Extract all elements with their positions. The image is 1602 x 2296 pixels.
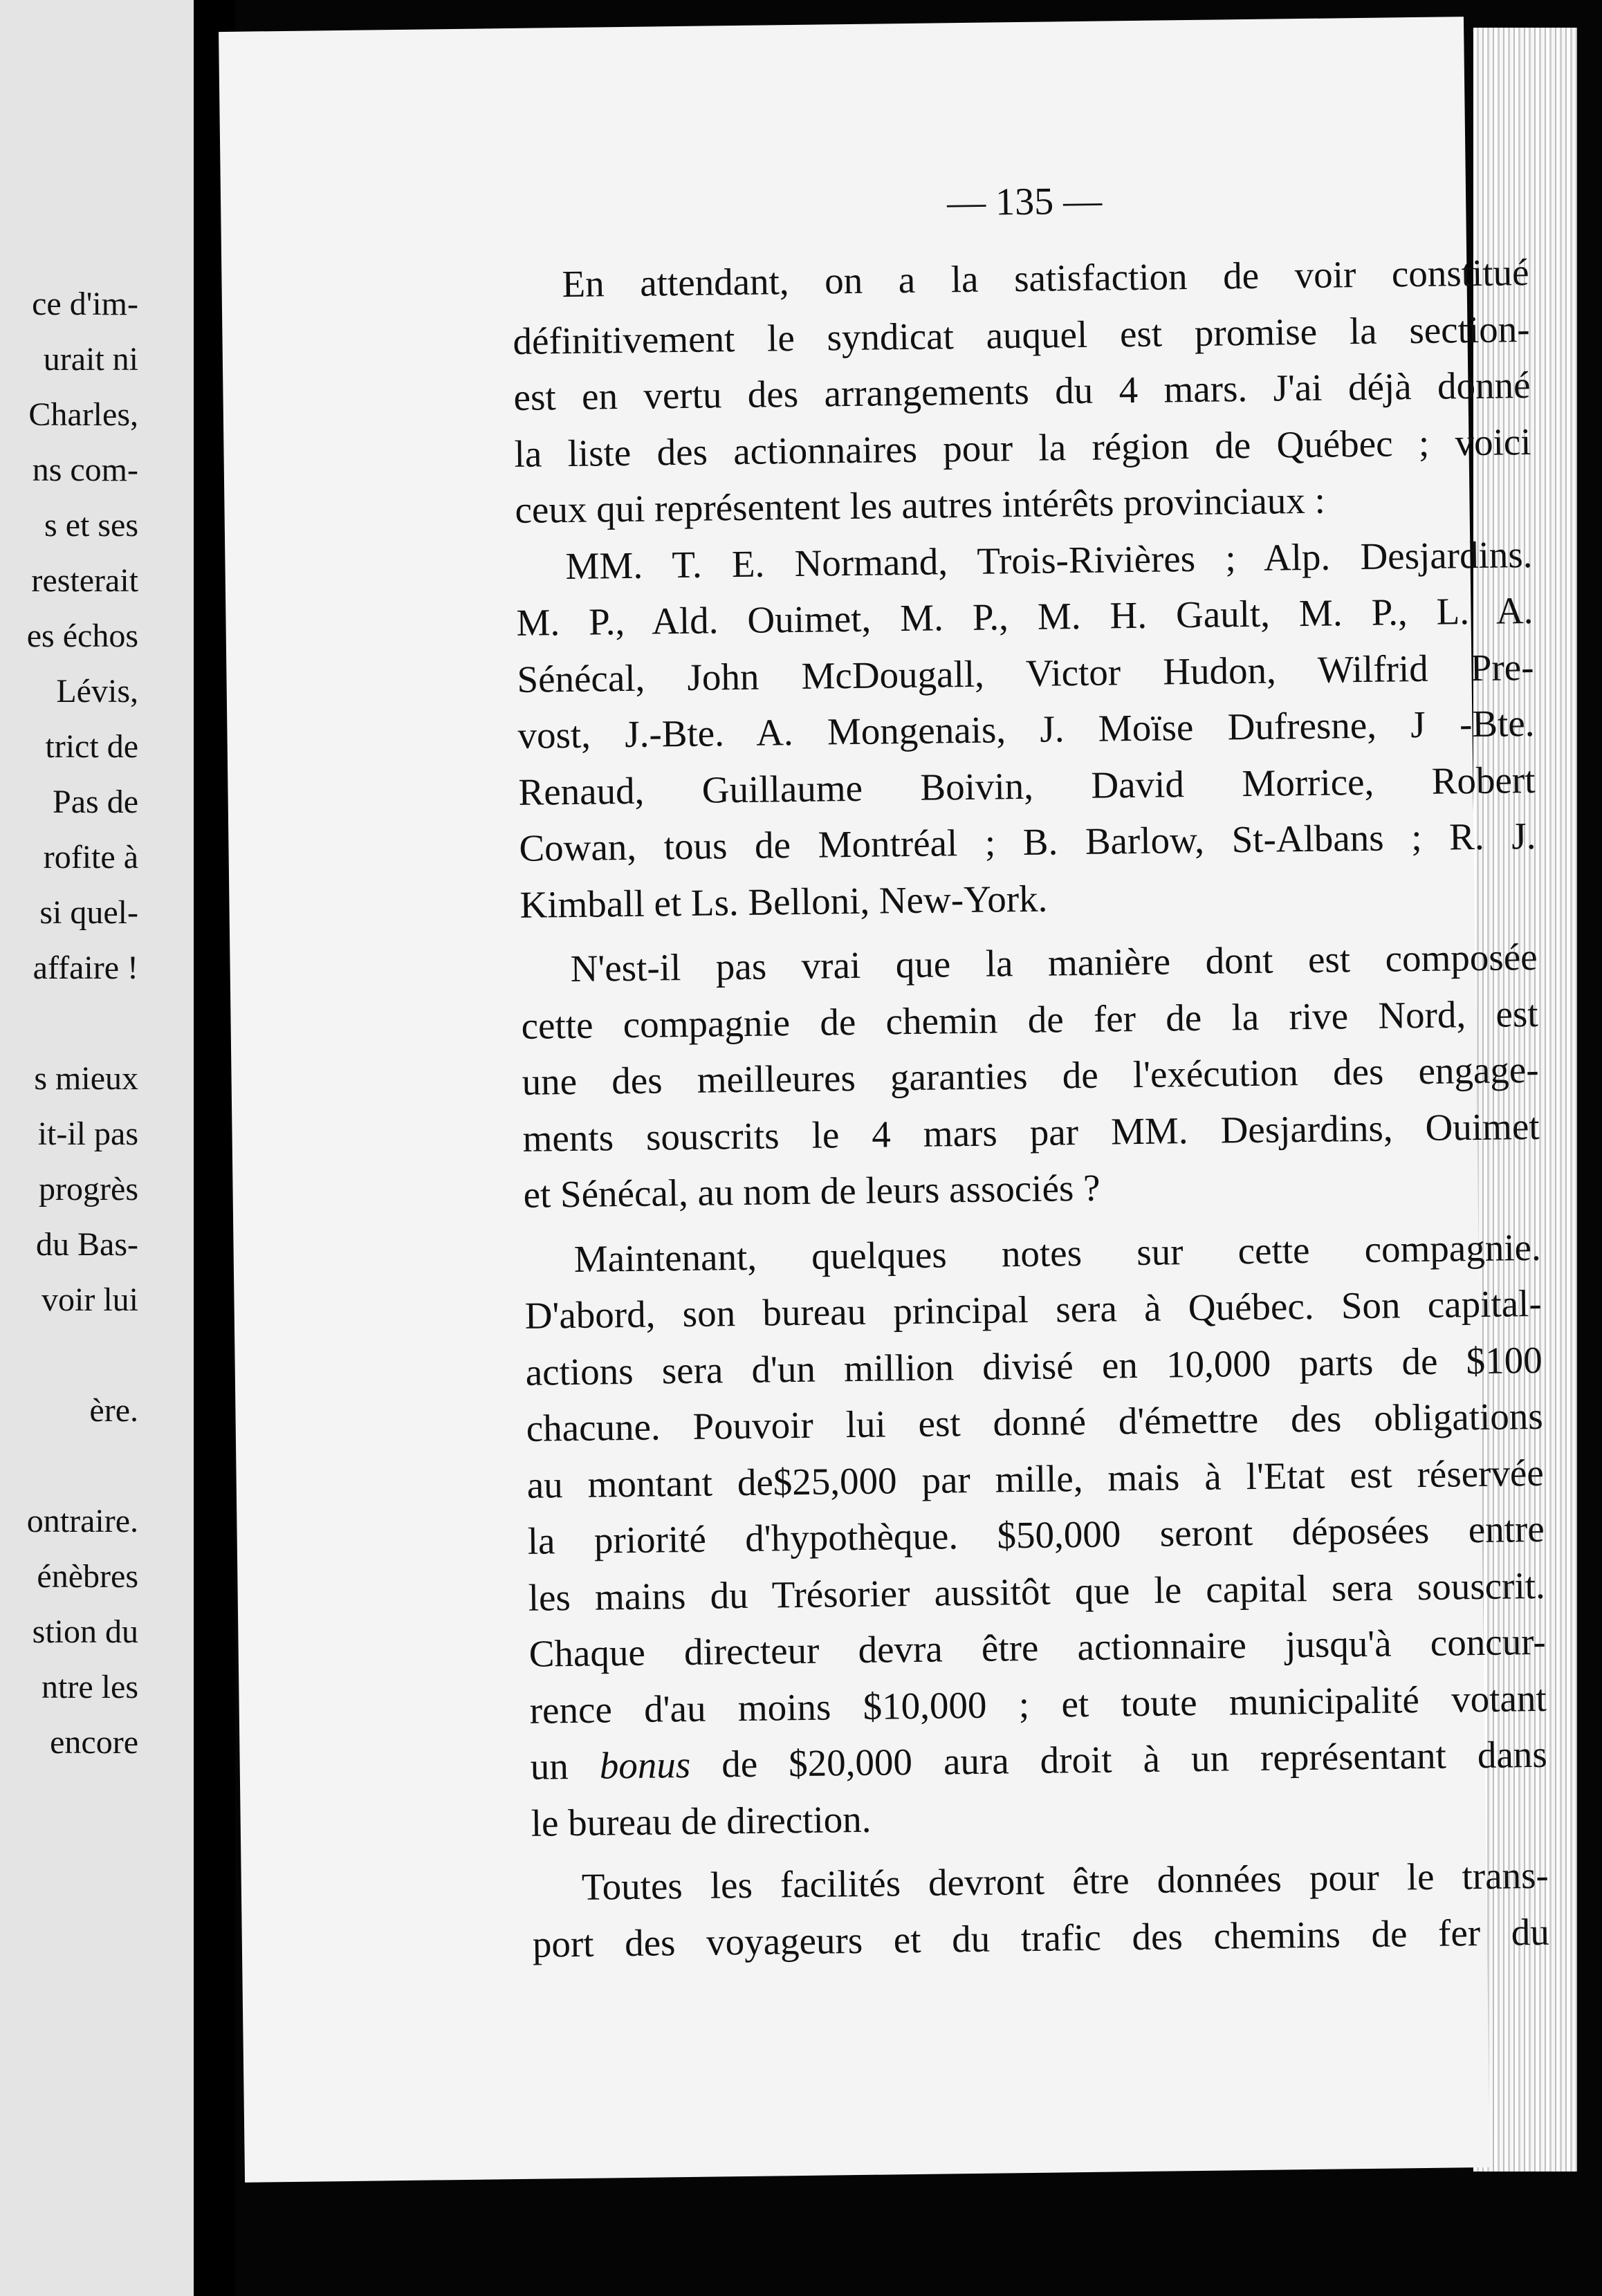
text-line: cette compagnie de chemin de fer de la rive Nord, est (521, 992, 1538, 1047)
left-page-line: trict de (45, 728, 138, 765)
left-page-line: ce d'im- (32, 286, 138, 322)
left-page-line: du Bas- (36, 1226, 138, 1263)
text-line: Sénécal, John McDougall, Victor Hudon, Wilfrid Pre- (517, 645, 1534, 701)
text-line: Toutes les facilités devront être données pour le trans- (581, 1853, 1549, 1908)
text-line: Renaud, Guillaume Boivin, David Morrice, Robert (518, 758, 1536, 813)
left-page-line: affaire ! (33, 950, 138, 986)
paragraph-5 (531, 1847, 1549, 1972)
text-fragment: un (530, 1745, 569, 1788)
left-page-line: ntre les (42, 1669, 138, 1705)
text-line: et Sénécal, au nom de leurs associés ? (523, 1166, 1101, 1216)
paragraph-4 (524, 1219, 1548, 1851)
text-line: En attendant, on a la satisfaction de voir constitué (562, 250, 1529, 306)
body-text (512, 244, 1549, 1972)
text-line: Cowan, tous de Montréal ; B. Barlow, St-Albans ; R. J. (519, 814, 1536, 869)
text-line: chacune. Pouvoir lui est donné d'émettre des obligations (526, 1394, 1544, 1450)
left-page-line: s et ses (44, 507, 138, 544)
text-line: est en vertu des arrangements du 4 mars. J'ai déjà donné (513, 363, 1531, 418)
text-line: vost, J.-Bte. A. Mongenais, J. Moïse Dufresne, J -Bte. (517, 701, 1535, 757)
book-page (219, 17, 1550, 2183)
text-line: au montant de$25,000 par mille, mais à l'Etat est réservée (526, 1451, 1545, 1506)
left-page-line: stion du (32, 1613, 138, 1650)
left-page-line: resterait (31, 562, 138, 599)
text-line: port des voyageurs et du trafic des chemins de fer du (532, 1910, 1550, 1965)
left-page-line: si quel- (39, 894, 138, 931)
left-page-line: encore (50, 1724, 138, 1761)
left-page-line: it-il pas (37, 1115, 138, 1152)
page-number: — 135 — (946, 179, 1103, 225)
paragraph-1 (512, 244, 1532, 538)
left-page-line: urait ni (43, 341, 138, 378)
left-page-line: Charles, (28, 396, 138, 433)
left-page-line: ns com- (32, 452, 138, 488)
left-page-line: ontraire. (26, 1503, 138, 1539)
text-line: N'est-il pas vrai que la manière dont est composée (570, 935, 1538, 990)
left-page-line: s mieux (34, 1060, 138, 1097)
text-line: les mains du Trésorier aussitôt que le capital sera souscrit. (528, 1564, 1546, 1619)
paragraph-3 (520, 929, 1540, 1223)
left-page-line: voir lui (42, 1281, 138, 1318)
text-line: D'abord, son bureau principal sera à Québec. Son capital- (524, 1281, 1543, 1337)
left-page-line: Lévis, (56, 673, 138, 710)
text-line: une des meilleures garanties de l'exécution des engage- (522, 1048, 1539, 1103)
text-line: ceux qui représentent les autres intérêts provinciaux : (515, 479, 1326, 531)
text-line: Maintenant, quelques notes sur cette compagnie. (573, 1225, 1542, 1280)
left-page-fragment (0, 0, 194, 2296)
left-page-line: es échos (26, 618, 138, 654)
left-page-line: progrès (39, 1171, 138, 1207)
text-line: Chaque directeur devra être actionnaire jusqu'à concur- (528, 1620, 1547, 1675)
italic-word: bonus (599, 1743, 691, 1787)
text-line: MM. T. E. Normand, Trois-Rivières ; Alp. Desjardins. (565, 533, 1533, 587)
paragraph-2 (515, 526, 1537, 932)
text-line: la liste des actionnaires pour la région de Québec ; voici (514, 420, 1531, 475)
text-fragment: de $20,000 aura droit à un représentant dans (721, 1732, 1548, 1786)
text-line: rence d'au moins $10,000 ; et toute municipalité votant (529, 1676, 1547, 1732)
text-line: le bureau de direction. (531, 1797, 872, 1844)
text-line: M. P., Ald. Ouimet, M. P., M. H. Gault, M. P., L. A. (516, 589, 1534, 644)
text-line: définitivement le syndicat auquel est promise la section- (513, 307, 1530, 362)
left-page-line: énèbres (37, 1558, 138, 1595)
left-page-line: rofite à (43, 839, 138, 876)
text-line: Kimball et Ls. Belloni, New-York. (519, 877, 1048, 926)
left-page-line: ère. (89, 1392, 138, 1429)
left-page-line: Pas de (53, 784, 138, 820)
text-line: la priorité d'hypothèque. $50,000 seront déposées entre (527, 1507, 1545, 1562)
text-line: actions sera d'un million divisé en 10,000 parts de $100 (525, 1338, 1543, 1394)
text-line: ments souscrits le 4 mars par MM. Desjardins, Ouimet (522, 1104, 1540, 1160)
